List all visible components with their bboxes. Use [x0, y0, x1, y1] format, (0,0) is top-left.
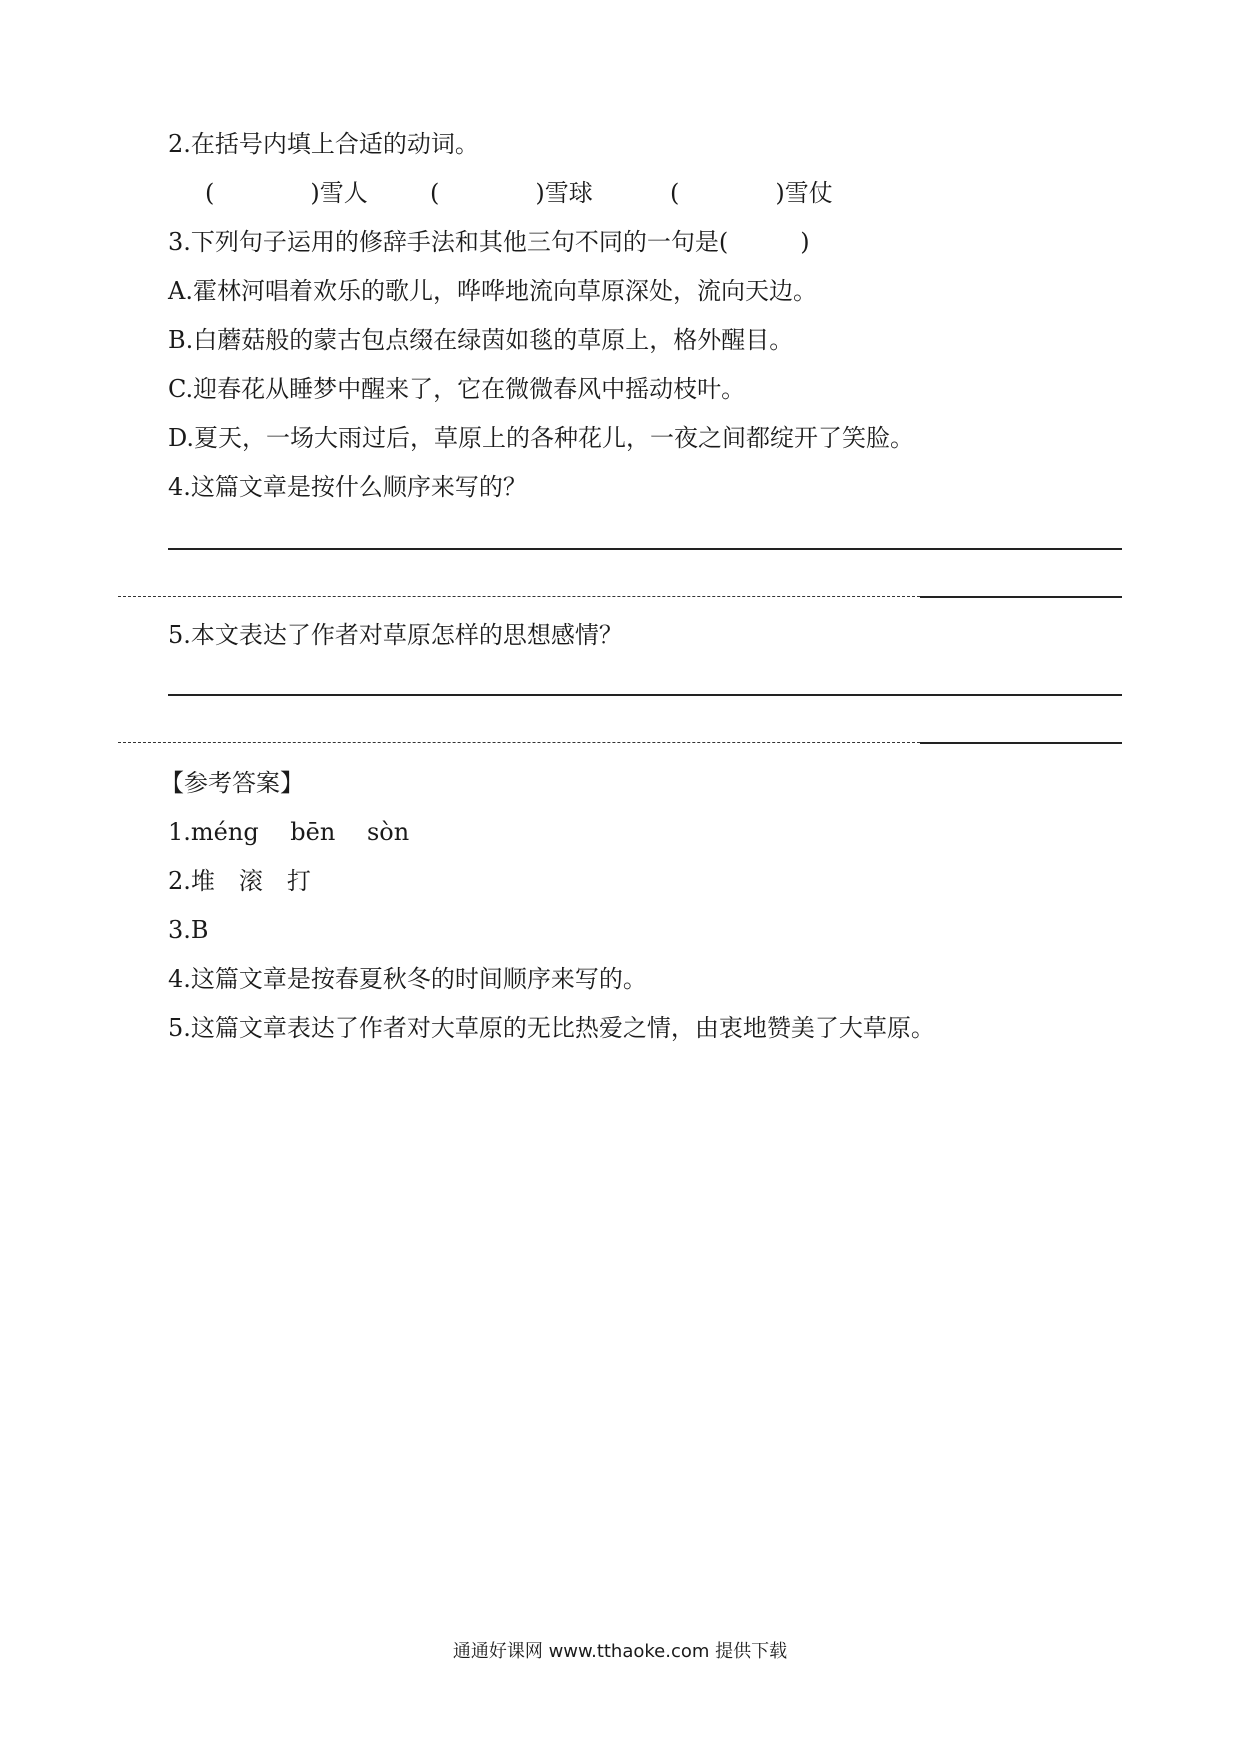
answer-2: 2.堆 滚 打: [168, 867, 311, 895]
q3-option-a: A.霍林河唱着欢乐的歌儿，哗哗地流向草原深处，流向天边。: [168, 277, 817, 305]
q3-option-b: B.白蘑菇般的蒙古包点缀在绿茵如毯的草原上，格外醒目。: [168, 326, 794, 354]
q3-option-c: C.迎春花从睡梦中醒来了，它在微微春风中摇动枝叶。: [168, 375, 746, 403]
answer-4: 4.这篇文章是按春夏秋冬的时间顺序来写的。: [168, 965, 647, 993]
q4-answer-line-1: [168, 548, 1122, 550]
q5-answer-line-2-dashed: [118, 742, 920, 743]
q5-answer-line-2-solid: [920, 742, 1122, 744]
q3-prompt: 3.下列句子运用的修辞手法和其他三句不同的一句是( ): [168, 228, 810, 256]
q4-answer-line-2-solid: [920, 596, 1122, 598]
q5-prompt: 5.本文表达了作者对草原怎样的思想感情？: [168, 621, 623, 649]
answer-5: 5.这篇文章表达了作者对大草原的无比热爱之情，由衷地赞美了大草原。: [168, 1014, 935, 1042]
q3-option-d: D.夏天，一场大雨过后，草原上的各种花儿，一夜之间都绽开了笑脸。: [168, 424, 915, 452]
q5-answer-line-1: [168, 694, 1122, 696]
q2-blank-2: ( )雪球: [430, 179, 593, 207]
q2-blank-3: ( )雪仗: [670, 179, 833, 207]
q2-blank-1: ( )雪人: [205, 179, 368, 207]
q2-prompt: 2.在括号内填上合适的动词。: [168, 130, 479, 158]
page-footer: 通通好课网 www.tthaoke.com 提供下载: [452, 1641, 788, 1662]
q4-prompt: 4.这篇文章是按什么顺序来写的？: [168, 473, 527, 501]
answer-3: 3.B: [168, 916, 209, 944]
answer-1: 1.méng bēn sòn: [168, 818, 410, 846]
answer-key-heading: 【参考答案】: [160, 769, 304, 797]
q4-answer-line-2-dashed: [118, 596, 920, 597]
